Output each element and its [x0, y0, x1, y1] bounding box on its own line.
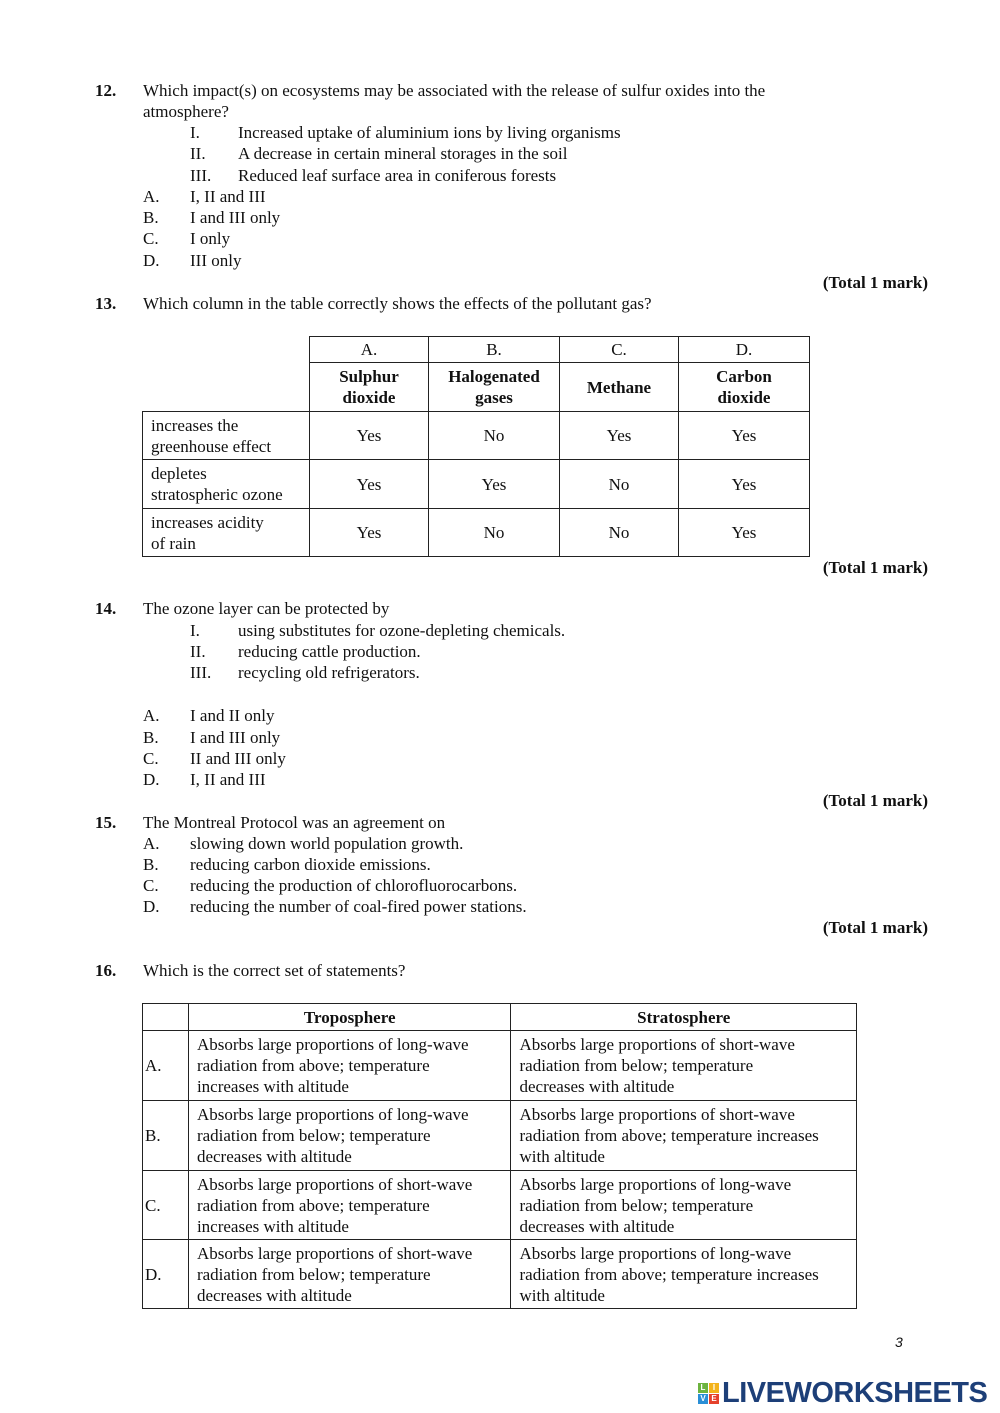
option-letter: A. [143, 834, 160, 853]
table-cell: Yes [560, 412, 679, 460]
strato-statement: Absorbs large proportions of short-wave radiation from below; temperature decreases with altitude [511, 1031, 857, 1101]
item-numeral: I. [190, 123, 200, 142]
strato-statement: Absorbs large proportions of long-wave radiation from above; temperature increases with altitude [511, 1240, 857, 1309]
gas-header: Sulphur dioxide [310, 363, 429, 412]
item-numeral: III. [190, 166, 212, 185]
option-letter: D. [143, 897, 160, 916]
option-letter: C. [143, 1171, 189, 1240]
column-letter: A. [310, 337, 429, 363]
option-text: reducing carbon dioxide emissions. [190, 855, 431, 874]
table-cell: No [429, 509, 560, 557]
item-text: reducing cattle production. [238, 642, 421, 661]
option-letter: B. [143, 855, 159, 874]
gas-header: Halogenated gases [429, 363, 560, 412]
item-numeral: I. [190, 621, 200, 640]
row-label: increases acidity of rain [143, 509, 310, 557]
table-row [143, 1101, 857, 1171]
option-text: I and III only [190, 728, 281, 747]
table-cell: Yes [429, 460, 560, 509]
question-number: 13. [95, 294, 117, 313]
liveworksheets-logo [698, 1377, 987, 1410]
logo-text: LIVEWORKSHEETS [722, 1377, 988, 1409]
total-mark: (Total 1 mark) [822, 558, 928, 577]
question-stem: atmosphere? [143, 102, 229, 121]
option-letter: B. [143, 728, 159, 747]
strato-statement: Absorbs large proportions of short-wave radiation from above; temperature increases with altitude [511, 1101, 857, 1171]
item-numeral: II. [190, 642, 206, 661]
total-mark: (Total 1 mark) [822, 791, 928, 810]
option-letter: A. [143, 1031, 189, 1101]
question-stem: Which impact(s) on ecosystems may be associated with the release of sulfur oxides into the [143, 81, 766, 100]
question-number: 12. [95, 81, 117, 100]
empty-cell [143, 1004, 189, 1031]
tropo-statement: Absorbs large proportions of short-wave radiation from above; temperature increases with altitude [188, 1171, 511, 1240]
option-text: I and II only [190, 706, 275, 725]
table-cell: Yes [310, 460, 429, 509]
option-text: slowing down world population growth. [190, 834, 464, 853]
column-letter: B. [429, 337, 560, 363]
table-cell: No [560, 460, 679, 509]
tropo-statement: Absorbs large proportions of long-wave radiation from below; temperature decreases with altitude [188, 1101, 511, 1171]
table-cell: Yes [679, 509, 810, 557]
table-row [143, 1240, 857, 1309]
item-text: using substitutes for ozone-depleting chemicals. [238, 621, 566, 640]
table-cell: Yes [310, 509, 429, 557]
row-label: depletes stratospheric ozone [143, 460, 310, 509]
table-row [143, 1171, 857, 1240]
table-cell: Yes [310, 412, 429, 460]
table-cell: No [429, 412, 560, 460]
item-text: recycling old refrigerators. [238, 663, 420, 682]
pollutant-effects-table [142, 336, 810, 557]
option-text: I only [190, 229, 231, 248]
logo-tiles-icon: L I V E [698, 1383, 719, 1404]
item-text: Reduced leaf surface area in coniferous forests [238, 166, 557, 185]
option-text: reducing the number of coal-fired power stations. [190, 897, 527, 916]
atmosphere-statements-table [142, 1003, 857, 1309]
option-letter: D. [143, 1240, 189, 1309]
option-letter: D. [143, 770, 160, 789]
total-mark: (Total 1 mark) [822, 273, 928, 292]
option-letter: B. [143, 208, 159, 227]
table-cell: Yes [679, 460, 810, 509]
column-letter: C. [560, 337, 679, 363]
option-letter: A. [143, 706, 160, 725]
question-stem: Which is the correct set of statements? [143, 961, 406, 980]
item-numeral: III. [190, 663, 212, 682]
question-number: 15. [95, 813, 117, 832]
total-mark: (Total 1 mark) [822, 918, 928, 937]
item-numeral: II. [190, 144, 206, 163]
option-letter: C. [143, 749, 159, 768]
option-letter: A. [143, 187, 160, 206]
table-cell: Yes [679, 412, 810, 460]
question-stem: The ozone layer can be protected by [143, 599, 390, 618]
option-text: I, II and III [190, 187, 266, 206]
question-number: 14. [95, 599, 117, 618]
item-text: Increased uptake of aluminium ions by living organisms [238, 123, 621, 142]
option-text: II and III only [190, 749, 286, 768]
column-letter: D. [679, 337, 810, 363]
question-number: 16. [95, 961, 117, 980]
option-text: III only [190, 251, 242, 270]
tropo-statement: Absorbs large proportions of long-wave radiation from above; temperature increases with altitude [188, 1031, 511, 1101]
column-header: Stratosphere [511, 1004, 857, 1031]
gas-header: Carbon dioxide [679, 363, 810, 412]
empty-cell [143, 363, 310, 412]
option-letter: C. [143, 229, 159, 248]
gas-header: Methane [560, 363, 679, 412]
page-number: 3 [895, 1334, 903, 1350]
item-text: A decrease in certain mineral storages in the soil [238, 144, 568, 163]
row-label: increases the greenhouse effect [143, 412, 310, 460]
tropo-statement: Absorbs large proportions of short-wave radiation from below; temperature decreases with altitude [188, 1240, 511, 1309]
option-letter: B. [143, 1101, 189, 1171]
option-text: reducing the production of chlorofluorocarbons. [190, 876, 518, 895]
option-letter: C. [143, 876, 159, 895]
table-row [143, 1031, 857, 1101]
column-header: Troposphere [188, 1004, 511, 1031]
empty-cell [143, 337, 310, 363]
option-text: I, II and III [190, 770, 266, 789]
option-letter: D. [143, 251, 160, 270]
question-stem: The Montreal Protocol was an agreement on [143, 813, 446, 832]
question-stem: Which column in the table correctly shows the effects of the pollutant gas? [143, 294, 652, 313]
strato-statement: Absorbs large proportions of long-wave radiation from below; temperature decreases with altitude [511, 1171, 857, 1240]
table-cell: No [560, 509, 679, 557]
option-text: I and III only [190, 208, 281, 227]
